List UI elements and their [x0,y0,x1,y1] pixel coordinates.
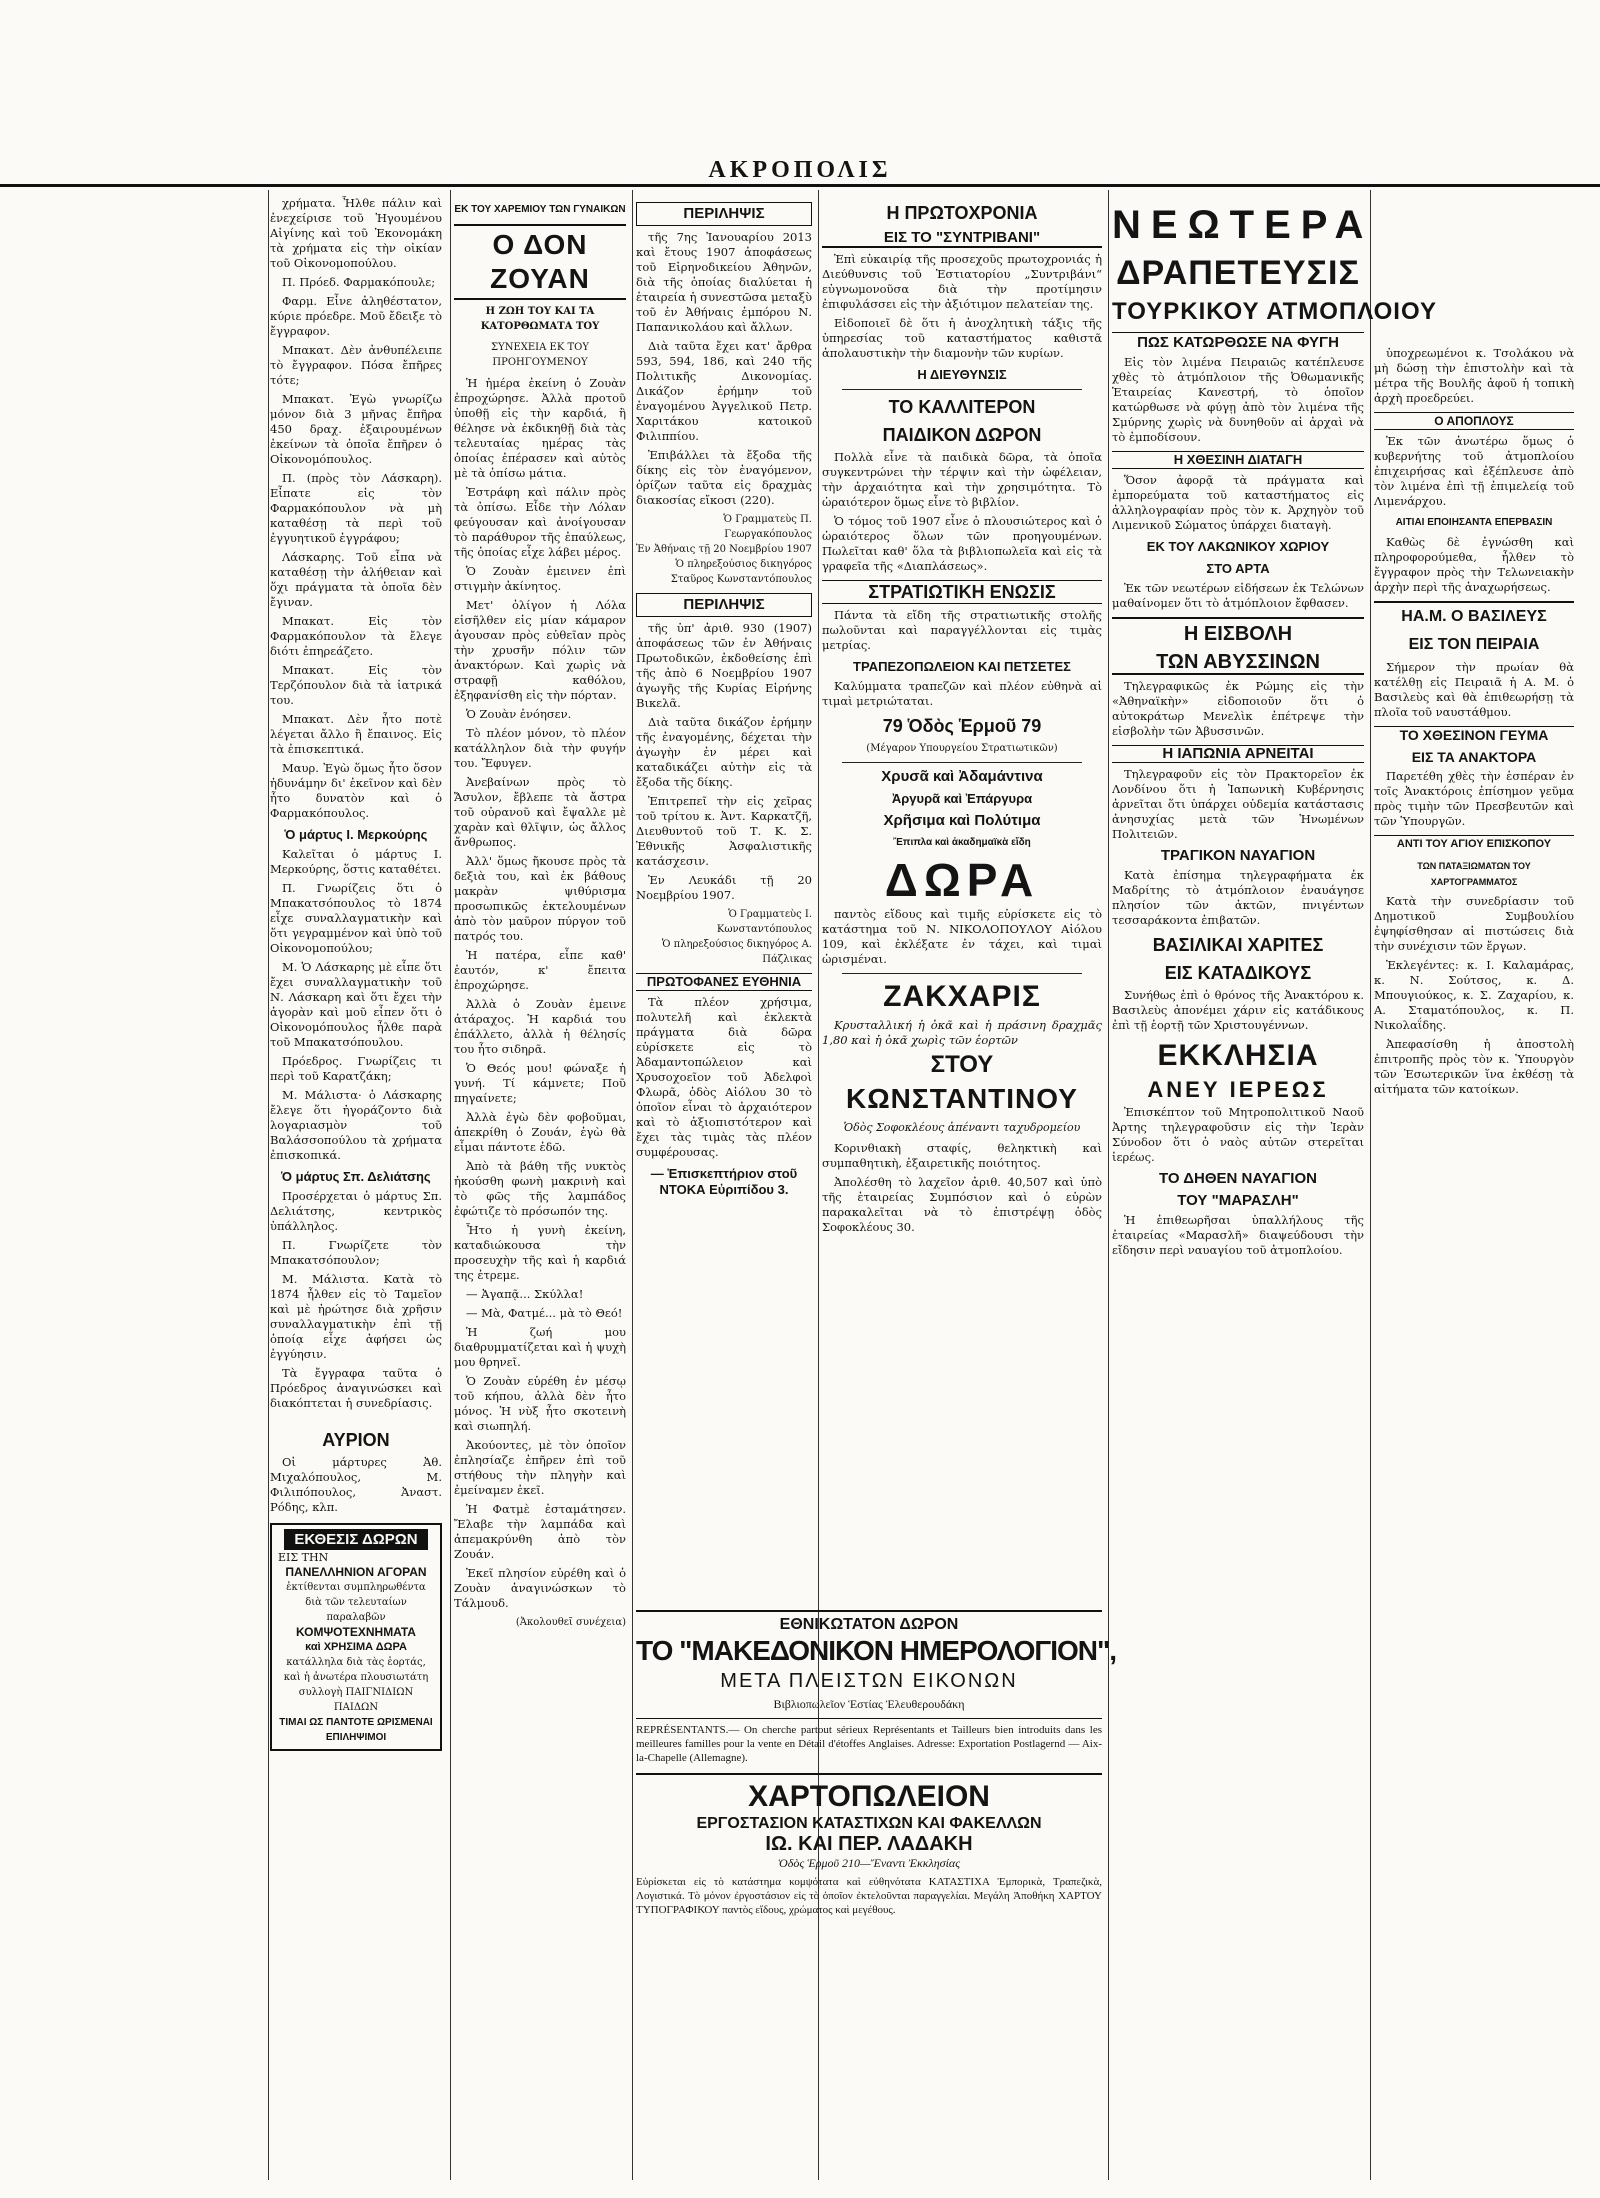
paragraph: Ἡ ζωή μου διαθρυμματίζεται καὶ ἡ ψυχὴ μου θρηνεῖ. [454,1325,626,1369]
ad-french-notice: REPRÉSENTANTS.— On cherche partout sérieux Représentants et Tailleurs bien introduits dans les meilleures familles pour la vente en Détail d'étoffes Anglaises. Adresse: Exportation Postlagernd — Aix-la-Chapelle (Allemagne). [636,1724,1102,1764]
news-heading: Ο ΑΠΟΠΛΟΥΣ [1374,412,1574,430]
paragraph: Π. Γνωρίζεις ὅτι ὁ Μπακατσόπουλος τὸ 1874 εἶχε συναλλαγματικὴν καὶ ὅτι γεγραμμένον καὶ ὑπὸ τοῦ Οἰκονομοπούλου; [270,881,442,955]
ad-line: ΕΙΣ ΤΗΝ [278,1551,329,1564]
news-heading: ΑΙΤΙΑΙ ΕΠΟΙΗΣΑΝΤΑ ΕΠΕΡΒΑΣΙΝ [1395,517,1553,528]
news-heading: ΤΡΑΓΙΚΟΝ ΝΑΥΑΓΙΟΝ [1160,847,1316,864]
paragraph: Διὰ ταῦτα δικάζον ἐρήμην τῆς ἐναγομένης, δέχεται τὴν ἀγωγὴν ἐν μέρει καὶ καταδικάζει αὐτὴν εἰς τὰ ἔξοδα τῆς δίκης. [636,715,812,789]
paragraph: Φαρμ. Εἶνε ἀληθέστατον, κύριε πρόεδρε. Μοῦ ἔδειξε τὸ ἔγγραφον. [270,294,442,338]
masthead [0,158,1600,187]
ad-heading: ΠΡΩΤΟΦΑΝΕΣ ΕΥΘΗΝΙΑ [636,973,812,991]
paragraph: Π. (πρὸς τὸν Λάσκαρη). Εἶπατε εἰς τὸν Φαρμακόπουλον νὰ μὴ καταθέσῃ τὰ περὶ τοῦ ἐγγυητικοῦ ἐγγράφου; [270,471,442,545]
paragraph: Πάντα τὰ εἴδη τῆς στρατιωτικῆς στολῆς πωλοῦνται καὶ παραγγέλλονται εἰς τιμὰς μετρίας. [822,608,1102,652]
paragraph: Ἀλλὰ ἐγὼ δὲν φοβοῦμαι, ἀπεκρίθη ὁ Ζουάν, ἐγὼ θὰ εἶμαι πάντοτε ἐδῶ. [454,1110,626,1154]
signature: Ὁ Γραμματεὺς Π. Γεωργακόπουλος [723,514,812,540]
story-title: Ο ΔΟΝ ΖΟΥΑΝ [454,224,626,300]
ad-heading: Ἀργυρᾶ καὶ Ἐπάργυρα [891,791,1033,806]
paragraph: Κορινθιακὴ σταφίς, θεληκτικὴ καὶ συμπαθητικὴ, ἐξαιρετικῆς ποιότητος. [822,1141,1102,1170]
news-heading: ΑΝΕΥ ΙΕΡΕΩΣ [1147,1077,1329,1102]
news-heading: ΤΟ ΧΘΕΣΙΝΟΝ ΓΕΥΜΑ [1374,726,1574,743]
ad-heading: Χρῆσιμα καὶ Πολύτιμα [883,812,1041,829]
ad-line: — Ἐπισκεπτήριον στοῦ ΝΤΟΚΑ Εὐριπίδου 3. [650,1166,798,1197]
headline-turkish-ship: ΤΟΥΡΚΙΚΟΥ ΑΤΜΟΠΛΟΙΟΥ [1112,298,1437,325]
news-heading: ΤΩΝ ΠΑΤΑΞΙΩΜΑΤΩΝ ΤΟΥ ΧΑΡΤΟΓΡΑΜΜΑΤΟΣ [1417,861,1531,887]
ad-heading: ΤΡΑΠΕΖΟΠΩΛΕΙΟΝ ΚΑΙ ΠΕΤΣΕΤΕΣ [853,659,1071,674]
ad-address-note: (Μέγαρον Υπουργείου Στρατιωτικῶν) [866,743,1058,754]
paragraph: Ὁ Ζουὰν ἐμεινεν ἐπὶ στιγμὴν ἀκίνητος. [454,564,626,593]
witness-heading: Ὁ μάρτυς Ι. Μερκούρης [284,827,428,842]
paragraph: Ὁ Ζουὰν ἐνόησεν. [466,707,572,721]
paragraph: Ὁ Θεός μου! φώναξε ἡ γυνή. Τί κάμνετε; Ποῦ πηγαίνετε; [454,1061,626,1105]
paragraph: Κατὰ τὴν συνεδρίασιν τοῦ Δημοτικοῦ Συμβουλίου ἐψηφίσθησαν αἱ πιστώσεις διὰ τὴν συνέχισιν τῶν ἔργων. [1374,894,1574,953]
notice-heading: ΠΕΡΙΛΗΨΙΣ [636,593,812,617]
paragraph: Καθὼς δὲ ἐγνώσθη καὶ πληροφορούμεθα, ἦλθεν τὸ ἔγγραφον πρὸς τὴν Τελωνειακὴν ἀρχὴν περὶ τῆς ἀναχωρήσεως. [1374,535,1574,594]
subheadline: ΠΩΣ ΚΑΤΩΡΘΩΣΕ ΝΑ ΦΥΓΗ [1112,332,1364,351]
paragraph: Μαυρ. Ἐγὼ ὅμως ἦτο ὅσον ἠδυνάμην δι' ἐκεῖνον καὶ δὲν ἦτο δυνατὸν καὶ ὁ Φαρμακόπουλος. [270,761,442,820]
paragraph: Τὰ πλέον χρήσιμα, πολυτελῆ καὶ ἐκλεκτὰ πράγματα διὰ δῶρα εὑρίσκετε εἰς τὸ Ἀδαμαντοπώλειον καὶ Χρυσοχοεῖον τοῦ Ἀδελφοὶ Φλωρᾶ, ὁδὸς Αἰόλου 30 τὸ ὁποῖον εἶναι τὸ ἀρχαιότερον καὶ τὸ ἀξιοπιστότερον καὶ ἔχει τὰς τιμὰς τὰς πλέον συμφέρουσας. [636,995,812,1159]
column-news-continued [1374,196,1574,2176]
paragraph: Μπακατ. Δὲν ἦτο ποτὲ λέγεται ἄλλο ἢ ἔπαινος. Εἰς τὰ ἐπισκεπτικά. [270,712,442,756]
ad-heading: Ἔπιπλα καὶ ἀκαδημαϊκὰ εἴδη [893,837,1031,848]
paragraph: Ὁ Ζουὰν εὑρέθη ἐν μέσῳ τοῦ κήπου, ἀλλὰ δὲν ἦτο μόνος. Ἡ νὺξ ἦτο σκοτεινὴ καὶ σιωπηλή. [454,1374,626,1433]
news-heading: ΕΚΚΛΗΣΙΑ [1157,1039,1319,1072]
paragraph: Μπακατ. Εἰς τὸν Τερζόπουλον διὰ τὰ ἰατρικά του. [270,663,442,707]
paragraph: τῆς 7ης Ἰανουαρίου 2013 καὶ ἔτους 1907 ἀποφάσεως τοῦ Εἰρηνοδικείου Ἀθηνῶν, διὰ τῆς ὁποίας διαλύεται ἡ ἑταιρεία ἡ συνεστῶσα μεταξὺ τοῦ ἐν Ἀθήναις ἐμπόρου Ν. Παπανικολάου καὶ ἄλλων. [636,230,812,334]
paragraph: Ἐπισκέπτον τοῦ Μητροπολιτικοῦ Ναοῦ Ἀρτης τηλεγραφοῦσιν εἰς τὴν Ἱερὰν Σύνοδον ὅτι ὁ ναὸς αὐτῶν στερεῖται ἱερέως. [1112,1105,1364,1164]
paragraph: Πολλὰ εἶνε τὰ παιδικὰ δῶρα, τὰ ὁποῖα συγκεντρώνει τὴν τέρψιν καὶ τὴν ὠφέλειαν, τὴν ἀρχαιότητα καὶ τὴν χρησιμότητα. Τὸ ὡραιότερον ὅμως εἶνε τὸ βιβλίον. [822,450,1102,509]
paragraph: Ἐκ τῶν ἀνωτέρω ὅμως ὁ κυβερνήτης τοῦ ἀτμοπλοίου ἐπιχειρήσας καὶ ἐξέπλευσε ἀπὸ τὸν λιμένα ἐπὶ τῇ ἐπιμελείᾳ τοῦ Λιμενάρχου. [1374,434,1574,508]
paragraph: Πρόεδρος. Γνωρίζεις τι περὶ τοῦ Καρατζάκη; [270,1054,442,1083]
ad-address: Ὁδὸς Σοφοκλέους ἀπέναντι ταχυδρομείου [843,1121,1081,1134]
paragraph: Ἀπὸ τὰ βάθη τῆς νυκτὸς ἠκούσθη φωνὴ μακρινὴ καὶ τὸ φῶς τῆς λαμπάδος ἐφώτιζε τὸ πρόσωπόν της. [454,1159,626,1218]
paragraph: Εἰς τὸν λιμένα Πειραιῶς κατέπλευσε χθὲς τὸ ἀτμόπλοιον τῆς Ὀθωμανικῆς Ἑταιρείας Κανεστρή, τὸ ὁποῖον κατώρθωσε νὰ φύγῃ ἀπὸ τὸν λιμένα τῆς Σμύρνης χωρὶς νὰ δυνηθοῦν αἱ ἀρχαὶ νὰ τὸ ἐμποδίσουν. [1112,355,1364,444]
paragraph: Κρυσταλλική ἡ ὀκᾶ καὶ ἡ πράσινη δραχμᾶς 1,80 καὶ ἡ ὀκᾶ χωρὶς τῶν ἐορτῶν [822,1018,1102,1047]
ad-headline-sugar: ΖΑΚΧΑΡΙΣ [883,980,1041,1013]
paragraph: Π. Γνωρίζετε τὸν Μπακατσόπουλον; [270,1238,442,1267]
column-latest-news [1112,196,1437,2176]
ad-heading: Η ΠΡΩΤΟΧΡΟΝΙΑ [886,203,1038,223]
news-heading: ΣΤΟ ΑΡΤΑ [1206,561,1270,576]
divider [842,762,1082,763]
news-heading: ΑΝΤΙ ΤΟΥ ΑΓΙΟΥ ΕΠΙΣΚΟΠΟΥ [1374,835,1574,852]
column-don-juan [454,196,626,2176]
column-rule [268,190,269,2180]
paragraph: Μ. Μάλιστα. Κατὰ τὸ 1874 ἦλθεν εἰς τὸ Ταμεῖον καὶ μὲ ἠρώτησε διὰ χρῆσιν συναλλαγματικὴν ἐπὶ τῇ ὁποίᾳ εἶχε ἀφήσει ὡς ἐγγύησιν. [270,1272,442,1361]
ad-line: κατάλληλα διὰ τὰς ἑορτάς, καὶ ἡ ἀνωτέρα πλουσιωτάτη συλλογὴ ΠΑΙΓΝΙΔΙΩΝ ΠΑΙΔΩΝ [283,1657,429,1713]
paragraph: Οἱ μάρτυρες Ἀθ. Μιχαλόπουλος, Μ. Φιλιπόπουλος, Ἀναστ. Ρόδης, κλπ. [270,1455,442,1514]
notice-heading: ΠΕΡΙΛΗΨΙΣ [636,202,812,226]
paragraph: Παρετέθη χθὲς τὴν ἑσπέραν ἐν τοῖς Ἀνακτόροις ἐπίσημον γεῦμα πρὸς τιμὴν τῶν Πρεσβευτῶν καὶ τῶν Ὑπουργῶν. [1374,769,1574,828]
notice-date: Ἐν Ἀθήναις τῇ 20 Νοεμβρίου 1907 [636,544,812,555]
paragraph: Ἀλλὰ ὁ Ζουὰν ἐμεινε ἀτάραχος. Ἡ καρδιά του ἐπάλλετο, ἀλλὰ ἡ θέλησίς του ἦτο σιδηρᾶ. [454,997,626,1056]
ad-address: Ὁδὸς Ἑρμοῦ 210—Ἔναντι Ἐκκλησίας [777,1856,961,1870]
paragraph: Ἀπεφασίσθη ἡ ἀποστολὴ ἐπιτροπῆς πρὸς τὸν κ. Ὑπουργὸν τῶν Ἐσωτερικῶν ἵνα ἐκθέσῃ τὰ αἰτήματα τῶν κατοίκων. [1374,1037,1574,1096]
paragraph: Ἡ πατέρα, εἶπε καθ' ἑαυτόν, κ' ἔπειτα ἐπροχώρησε. [454,948,626,992]
paragraph: Ὁ τόμος τοῦ 1907 εἶνε ὁ πλουσιώτερος καὶ ὁ ὡραιότερος ὅλων τῶν προηγουμένων. Πωλεῖται καθ' ὅλα τὰ βιβλιοπωλεῖα καὶ εἰς τὰ γραφεῖα τῆς «Διαπλάσεως». [822,514,1102,573]
paragraph: Λάσκαρης. Τοῦ εἶπα νὰ καταθέσῃ τὴν ἀλήθειαν καὶ ὅχι πράγματα τὰ ὁποῖα δὲν ἔγιναν. [270,550,442,609]
paragraph: Συνήθως ἐπὶ ὁ θρόνος τῆς Ἀνακτόρου κ. Βασιλεὺς ἀπονέμει χάριν εἰς κατάδικους ἐπὶ τῇ ἑορτῇ τῶν Χριστουγέννων. [1112,988,1364,1032]
ad-headline-konstantinou: ΚΩΝΣΤΑΝΤΙΝΟΥ [846,1083,1078,1114]
ad-heading: ΣΤΟΥ [930,1051,994,1078]
news-heading: ΕΙΣ ΤΑ ΑΝΑΚΤΟΡΑ [1411,749,1537,765]
paragraph: Μπακατ. Δὲν ἀνθυπέλειπε τὸ ἔγγραφον. Πόσα ἔπῆρες τότε; [270,343,442,387]
paragraph: Ἀκούοντες, μὲ τὸν ὁποῖον ἐπλησίαζε ἐπῆρεν ἐπὶ τοῦ στήθους τὴν πληγὴν καὶ ἐμείναμεν ἐκεῖ. [454,1438,626,1497]
column-rule [1370,190,1371,2180]
paragraph: Μπακατ. Ἐγὼ γνωρίζω μόνον διὰ 3 μῆνας ἔπῆρα 450 δραχ. ἐξαιρουμένων ἐκείνων τὰ ὁποῖα ἔπῆρεν ὁ Οἰκονομόπουλος. [270,392,442,466]
ad-signature: Η ΔΙΕΥΘΥΝΣΙΣ [917,367,1007,382]
news-heading: ΗΑ.Μ. Ο ΒΑΣΙΛΕΥΣ [1374,601,1574,628]
ad-address: 79 Ὁδὸς Ἑρμοῦ 79 [882,716,1042,736]
column-trial-report [270,196,442,2176]
ad-line: ΙΩ. ΚΑΙ ΠΕΡ. ΛΑΔΑΚΗ [765,1833,973,1855]
ad-heading: ΤΟ ΚΑΛΛΙΤΕΡΟΝ [888,397,1036,417]
column-rule [1108,190,1109,2180]
signature: Ὁ Γραμματεὺς Ι. Κωνσταντόπουλος [716,909,812,935]
ad-heading: Χρυσᾶ καὶ Ἀδαμάντινα [881,768,1043,785]
paragraph: Μπακατ. Εἰς τὸν Φαρμακόπουλον τὰ ἔλεγε διότι ἐπηρεάζετο. [270,614,442,658]
ad-line: ΜΕΤΑ ΠΛΕΙΣΤΩΝ ΕΙΚΟΝΩΝ [720,1670,1018,1692]
news-heading: ΕΚ ΤΟΥ ΛΑΚΩΝΙΚΟΥ ΧΩΡΙΟΥ [1146,539,1330,554]
section-title-latest: ΝΕΩΤΕΡΑ [1112,203,1374,247]
ad-line: ΕΘΝΙΚΩΤΑΤΟΝ ΔΩΡΟΝ [636,1610,1102,1634]
paragraph: Καλύμματα τραπεζῶν καὶ πλέον εὐθηνὰ αἱ τιμαὶ μετριώταται. [822,679,1102,708]
news-heading: Η ΧΘΕΣΙΝΗ ΔΙΑΤΑΓΗ [1112,451,1364,469]
ad-headline-gifts: ΔΩΡΑ [884,854,1040,906]
ad-title: ΕΚΘΕΣΙΣ ΔΩΡΩΝ [284,1529,427,1550]
paragraph: Μ. Μάλιστα· ὁ Λάσκαρης ἔλεγε ὅτι ἠγοράζοντο διὰ λογαριασμὸν τοῦ Βαλάσσοπούλου τὰ χρήματα ἐπισκοπικά. [270,1088,442,1162]
ad-heading: ΕΙΣ ΤΟ "ΣΥΝΤΡΙΒΑΝΙ" [822,230,1102,248]
divider [842,389,1082,390]
paragraph: — Ἀγαπᾷ... Σκύλλα! [466,1287,584,1301]
paragraph: Ὅσον ἀφορᾷ τὰ πράγματα καὶ ἐμπορεύματα τοῦ καταστήματος εἰς ἀλληλογραφίαν πρὸς τὸν κ. Ἀρχηγὸν τοῦ Λιμενικοῦ Σώματος ὑπάρχει διαταγὴ. [1112,473,1364,532]
paragraph: Μετ' ὀλίγον ἡ Λόλα εἰσῆλθεν εἰς μίαν κάμαρον ἀγουσαν πρὸς εὐθεῖαν πρὸς τὴν χρυσῆν πόλιν τῶν ἀνακτόρων. Καὶ χωρὶς νὰ στραφῇ καθόλου, ἐξηφανίσθη εἰς τὴν πόρταν. [454,598,626,702]
paragraph: Τηλεγραφικῶς ἐκ Ρώμης εἰς τὴν «Ἀθηναϊκὴν» εἰδοποιοῦν ὅτι ὁ αὐτοκράτωρ Μενελὶκ ἐπέτρεψε τὴν εἰσβολὴν τῶν Ἀβυσσινῶν. [1112,679,1364,738]
paragraph: Ἐστράφη καὶ πάλιν πρὸς τὰ ὀπίσω. Εἶδε τὴν Λόλαν φεύγουσαν καὶ ἀνοίγουσαν τὸ παράθυρον τῆς ἐπαύλεως, τῆς ὁποίας εἶχε λάβει μέρος. [454,485,626,559]
paragraph: Ἐπιτρεπεῖ τὴν εἰς χεῖρας τοῦ τρίτου κ. Ἀντ. Καρκατζῆ, Διευθυντοῦ τοῦ Τ. Κ. Σ. Ἐθνικῆς Ἀσφαλιστικῆς κατάσχεσιν. [636,794,812,868]
paragraph: Ἀνεβαίνων πρὸς τὸ Ἄσυλον, ἔβλεπε τὰ ἄστρα τοῦ οὐρανοῦ καὶ ἔψαλλε μὲ χαρὰν καὶ θλῖψιν, ὡς ἄλλος ἄνθρωπος. [454,775,626,849]
signature: Ὁ πληρεξούσιος δικηγόρος Α. Πάζλικας [661,939,812,965]
paragraph: χρήματα. Ἦλθε πάλιν καὶ ἐνεχείρισε τοῦ Ἡγουμένου Αἰγίνης καὶ τοῦ Ἐκονομάκη τὰ χρήματα εἰς τὴν οἰκίαν τοῦ Οἰκονομοπούλου. [270,196,442,270]
paragraph: Ἐκ τῶν νεωτέρων εἰδήσεων ἐκ Τελώνων μαθαίνομεν ὅτι τὸ ἀτμόπλοιον ἔφθασεν. [1112,581,1364,610]
paragraph: τῆς ὑπ' ἀριθ. 930 (1907) ἀποφάσεως τῶν ἐν Ἀθήναις Πρωτοδικῶν, ἐκδοθείσης ἐπὶ τῆς ἀπὸ 6 Νοεμβρίου 1907 ἀγωγῆς τῆς Κυρίας Εἰρήνης Βικελᾶ. [636,621,812,710]
ad-line: ΚΟΜΨΟΤΕΧΝΗΜΑΤΑ [296,1625,416,1639]
paragraph: Ἐκεῖ πλησίον εὑρέθη καὶ ὁ Ζουὰν ἀναγινώσκων τὸ Τάλμουδ. [454,1566,626,1610]
ad-line: ΕΡΓΟΣΤΑΣΙΟΝ ΚΑΤΑΣΤΙΧΩΝ ΚΑΙ ΦΑΚΕΛΛΩΝ [696,1815,1042,1832]
ad-headline-calendar: ΤΟ "ΜΑΚΕΔΟΝΙΚΟΝ ΗΜΕΡΟΛΟΓΙΟΝ", [636,1635,1117,1666]
news-heading: ΕΙΣ ΚΑΤΑΔΙΚΟΥΣ [1164,963,1312,983]
paragraph: Π. Πρόεδ. Φαρμακόπουλε; [282,275,436,289]
news-heading: ΤΩΝ ΑΒΥΣΣΙΝΩΝ [1112,651,1364,675]
paragraph: Ἐπὶ εὐκαιρίᾳ τῆς προσεχοῦς πρωτοχρονιάς ἡ Διεύθυνσις τοῦ Ἑστιατορίου „Συντριβάνι“ εὐγνωμονοῦσα διὰ τὴν προτίμησιν ἐπιφυλάσσει εἰς τὴν ἀξιότιμον πελατείαν της. [822,252,1102,311]
paragraph: Ἡ ἐπιθεωρῆσαι ὑπαλλήλους τῆς ἑταιρείας «Μαρασλῆ» διαψεύδουσι τὴν εἴδησιν περὶ ναυαγίου τοῦ ἀτμοπλοίου. [1112,1213,1364,1257]
column-rule [632,190,633,2180]
paragraph: — Μὰ, Φατμέ... μὰ τὸ Θεό! [466,1306,623,1320]
tomorrow-heading: ΑΥΡΙΟΝ [322,1430,390,1450]
news-heading: ΤΟΥ "ΜΑΡΑΣΛΗ" [1177,1192,1299,1209]
paragraph: παντὸς εἴδους καὶ τιμῆς εὑρίσκετε εἰς τὸ κατάστημα τοῦ Ν. ΝΙΚΟΛΟΠΟΥΛΟΥ Αἰόλου 109, καὶ ἐκλέξατε ἐν τάχει, καὶ τιμαὶ ὡρισμέναι. [822,907,1102,966]
news-heading: ΒΑΣΙΛΙΚΑΙ ΧΑΡΙΤΕΣ [1152,935,1324,955]
ad-line: ΠΑΝΕΛΛΗΝΙΟΝ ΑΓΟΡΑΝ [285,1565,427,1579]
divider [842,973,1082,974]
story-kicker: ΕΚ ΤΟΥ ΧΑΡΕΜΙΟΥ ΤΩΝ ΓΥΝΑΙΚΩΝ [454,204,626,215]
ad-line: καὶ ΧΡΗΣΙΜΑ ΔΩΡΑ [305,1641,407,1653]
news-heading: Η ΕΙΣΒΟΛΗ [1112,617,1364,645]
news-heading: Η ΙΑΠΩΝΙΑ ΑΡΝΕΙΤΑΙ [1112,745,1364,763]
paragraph: Τὰ ἔγγραφα ταῦτα ὁ Πρόεδρος ἀναγινώσκει καὶ διακόπτεται ἡ συνεδρίασις. [270,1366,442,1410]
headline-escape: ΔΡΑΠΕΤΕΥΣΙΣ [1116,254,1360,292]
story-subtitle: Η ΖΩΗ ΤΟΥ ΚΑΙ ΤΑ ΚΑΤΟΡΘΩΜΑΤΑ ΤΟΥ [480,306,600,332]
paragraph: Μ. Ὁ Λάσκαρης μὲ εἶπε ὅτι ἔχει συναλλαγματικὴν τοῦ Ν. Λάσκαρη καὶ ὅτι ἔχει τὴν ἀγορὰν καὶ μοῦ εἶπεν ὅτι ὁ Οἰκονομόπουλος ἦλθε παρὰ τοῦ Μπακατσόπουλου. [270,960,442,1049]
column-advertisements [822,196,1102,1596]
paragraph: Ἦτο ἡ γυνὴ ἐκείνη, καταδιώκουσα τὴν προσευχὴν τῆς καὶ ἡ καρδιά της ἐτρεμε. [454,1223,626,1282]
paragraph: Ἐν Λευκάδι τῇ 20 Νοεμβρίου 1907. [636,873,812,902]
paragraph: Ἡ Φατμὲ ἐσταμάτησεν. Ἔλαβε τὴν λαμπάδα καὶ ἀπεμακρύνθη ἀπὸ τὸν Ζουάν. [454,1502,626,1561]
paragraph: Ἐκλεγέντες: κ. Ι. Καλαμάρας, κ. Ν. Σούτσος, κ. Δ. Μπουγιούκος, κ. Σ. Ζαχαρίου, κ. Α. Σταματόπουλος, κ. Π. Νικολαΐδης. [1374,958,1574,1032]
paragraph: Εἰδοποιεῖ δὲ ὅτι ἡ ἀνοχλητικὴ τάξις τῆς ὑπηρεσίας τοῦ καταστήματος καθιστᾶ ἀπολαυστικὴν τὴν διαμονὴν τῶν κυρίων. [822,316,1102,360]
paragraph: Διὰ ταῦτα ἔχει κατ' ἄρθρα 593, 594, 186, καὶ 240 τῆς Πολιτικῆς Δικονομίας. Δικάζον ἐρήμην τοῦ ἐναγομένου Ἀγγελικοῦ Πετρ. Χαριτάκου κατοικοῦ Φιλιππίου. [636,339,812,443]
paragraph: ὑποχρεωμένοι κ. Τσολάκου νὰ μὴ δώσῃ τὴν ἐπιστολὴν καὶ τὰ μέτρα τῆς Βουλῆς ἀφοῦ ἡ τοπικὴ ἀρχὴ προεδρεύει. [1374,346,1574,405]
story-continuation: ΣΥΝΕΧΕΙΑ ΕΚ ΤΟΥ ΠΡΟΗΓΟΥΜΕΝΟΥ [491,342,589,368]
ad-line: ἐκτίθενται συμπληρωθέντα διὰ τῶν τελευταίων παραλαβῶν [286,1582,426,1623]
paragraph: Προσέρχεται ὁ μάρτυς Σπ. Δελιάτσης, κεντρικὸς ὑπάλληλος. [270,1189,442,1233]
paragraph: Ἡ ἡμέρα ἐκείνη ὁ Ζουὰν ἐπροχώρησε. Ἀλλὰ προτοῦ ὑποθῇ εἰς τὴν καρδιά, ἢ θέλησε νὰ ἐκδικηθῇ διὰ τὰς τελευταίας ημέρας τὰς ὁποίας ἐπέρασεν καὶ αὐτὸς μὲ τὰ ὀπίσω μάτια. [454,376,626,480]
paragraph: Ἀλλ' ὅμως ἤκουσε πρὸς τὰ δεξιὰ του, καὶ ἐκ βάθους μακρὰν ψιθύρισμα προσωπικῶς ἐκτελουμένων ἀπὸ τὸν μαῦρον πύργον τοῦ πατρός του. [454,854,626,943]
signature: Ὁ πληρεξούσιος δικηγόρος Σταῦρος Κωνσταντόπουλος [670,559,812,585]
ad-description: Εὑρίσκεται εἰς τὸ κατάστημα κομψότατα καὶ εὐθηνότατα ΚΑΤΑΣΤΙΧΑ Ἐμπορικὰ, Τραπεζικὰ, Λογιστικά. Τὸ μόνον ἐργοστάσιον εἰς τὸ ὁποῖον ἐκτελοῦνται παραγγελίαι. Μεγάλη Ἀποθήκη ΧΑΡΤΟΥ ΤΥΠΟΓΡΑΦΙΚΟΥ παντὸς εἴδους, χρώματος καὶ μεγέθους. [636,1876,1102,1916]
ad-macedonian-calendar [636,1610,1117,2170]
column-legal-notices [636,196,812,1596]
ad-heading: ΣΤΡΑΤΙΩΤΙΚΗ ΕΝΩΣΙΣ [822,580,1102,604]
ad-line: ΤΙΜΑΙ ΩΣ ΠΑΝΤΟΤΕ ΩΡΙΣΜΕΝΑΙ ΕΠΙΛΗΨΙΜΟΙ [279,1717,433,1743]
paragraph: Ἀπολέσθη τὸ λαχεῖον ἀριθ. 40,507 καὶ ὑπὸ τῆς ἑταιρείας Συμπόσιον καὶ ὁ εὑρὼν παρακαλεῖται νὰ τὸ ἐπιστρέψῃ ὁδὸς Σοφοκλέους 30. [822,1175,1102,1234]
column-rule [450,190,451,2180]
masthead-title: ΑΚΡΟΠΟΛΙΣ [708,157,892,183]
paragraph: Κατὰ ἐπίσημα τηλεγραφήματα ἐκ Μαδρίτης τὸ ἀτμόπλοιον ἐναυάγησε πλησίον τῶν ἀκτῶν, πνιγέντων τεσσαράκοντα ἐπιβατῶν. [1112,868,1364,927]
paragraph: Ἐπιβάλλει τὰ ἔξοδα τῆς δίκης εἰς τὸν ἐναγόμενον, ὁρίζων ταῦτα εἰς δραχμὰς διακοσίας εἴκοσι (220). [636,448,812,507]
ad-heading: ΠΑΙΔΙΚΟΝ ΔΩΡΟΝ [882,425,1042,445]
continued-note: (Ἀκολουθεῖ συνέχεια) [515,1617,626,1628]
news-heading: ΤΟ ΔΗΘΕΝ ΝΑΥΑΓΙΟΝ [1159,1170,1317,1187]
ad-line: Βιβλιοπωλεῖον Ἑστίας Ἐλευθερουδάκη [636,1697,1102,1719]
ad-headline-stationery: ΧΑΡΤΟΠΩΛΕΙΟΝ [636,1773,1102,1815]
paragraph: Σήμερον τὴν πρωίαν θὰ κατέλθῃ εἰς Πειραιᾶ ἡ Α. Μ. ὁ Βασιλεὺς καὶ θὰ ἐπιθεωρήσῃ τὰ πλοῖα τοῦ ναυστάθμου. [1374,660,1574,719]
paragraph: Τηλεγραφοῦν εἰς τὸν Πρακτορεῖον ἐκ Λονδίνου ὅτι ἡ Ἰαπωνικὴ Κυβέρνησις ἀρνεῖται ὅτι ὑπάρχει οὐδεμία κατάστασις ἀνησυχίας μετὰ τῶν Ἡνωμένων Πολιτειῶν. [1112,767,1364,841]
paragraph: Τὸ πλέον μόνον, τὸ πλέον κατάλληλον διὰ τὴν φυγήν του. Ἔφυγεν. [454,726,626,770]
news-heading: ΕΙΣ ΤΟΝ ΠΕΙΡΑΙΑ [1408,636,1540,653]
paragraph: Καλεῖται ὁ μάρτυς Ι. Μερκούρης, ὅστις καταθέτει. [270,847,442,876]
ad-gift-exhibition [270,1523,442,1751]
witness-heading: Ὁ μάρτυς Σπ. Δελιάτσης [281,1169,431,1184]
